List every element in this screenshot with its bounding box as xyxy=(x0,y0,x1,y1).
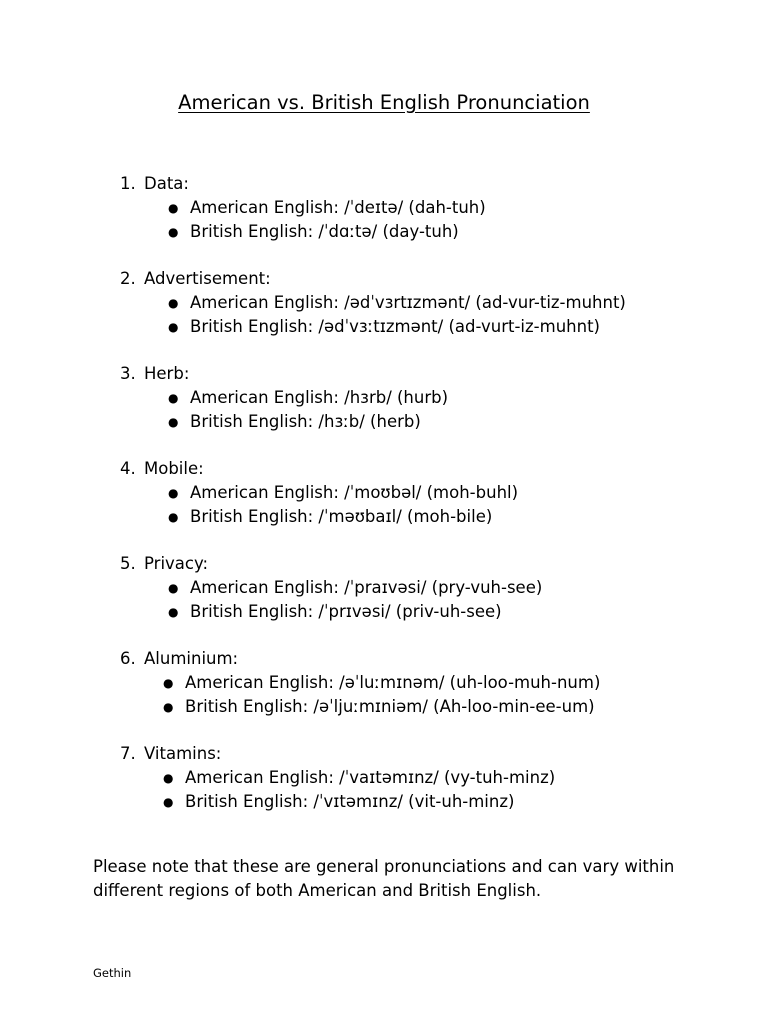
sub-list xyxy=(0,481,768,529)
sub-list xyxy=(0,386,768,434)
british-entry: ● British English: /hɜːb/ (herb) xyxy=(0,410,768,434)
item-number: 4. xyxy=(120,459,136,478)
bullet-icon: ● xyxy=(168,201,179,215)
sub-list xyxy=(0,576,768,624)
list-item xyxy=(0,742,768,837)
bullet-icon: ● xyxy=(168,486,179,500)
list-item xyxy=(0,172,768,267)
bullet-icon: ● xyxy=(163,676,174,690)
british-entry: ● British English: /ˈvɪtəmɪnz/ (vit-uh-minz) xyxy=(0,790,768,814)
item-word: Vitamins: xyxy=(144,744,222,763)
item-word: Advertisement: xyxy=(144,269,271,288)
item-number: 5. xyxy=(120,554,136,573)
american-entry: ● American English: /ˈmoʊbəl/ (moh-buhl) xyxy=(0,481,768,505)
british-entry: ● British English: /ədˈvɜːtɪzmənt/ (ad-vurt-iz-muhnt) xyxy=(0,315,768,339)
list-item xyxy=(0,552,768,647)
document-title: American vs. British English Pronunciation xyxy=(178,91,590,114)
bullet-icon: ● xyxy=(163,771,174,785)
item-heading xyxy=(0,362,768,386)
list-item xyxy=(0,267,768,362)
american-entry: ● American English: /hɜrb/ (hurb) xyxy=(0,386,768,410)
bullet-icon: ● xyxy=(168,296,179,310)
item-number: 2. xyxy=(120,269,136,288)
american-entry: ● American English: /ədˈvɜrtɪzmənt/ (ad-vur-tiz-muhnt) xyxy=(0,291,768,315)
item-word: Aluminium: xyxy=(144,649,239,668)
british-entry: ● British English: /əˈljuːmɪniəm/ (Ah-loo-min-ee-um) xyxy=(0,695,768,719)
item-heading xyxy=(0,742,768,766)
bullet-icon: ● xyxy=(168,320,179,334)
sub-list xyxy=(0,671,768,719)
bullet-icon: ● xyxy=(168,581,179,595)
bullet-icon: ● xyxy=(168,415,179,429)
item-word: Data: xyxy=(144,174,189,193)
item-heading xyxy=(0,552,768,576)
bullet-icon: ● xyxy=(168,605,179,619)
american-entry: ● American English: /əˈluːmɪnəm/ (uh-loo-muh-num) xyxy=(0,671,768,695)
american-entry: ● American English: /ˈpraɪvəsi/ (pry-vuh-see) xyxy=(0,576,768,600)
bullet-icon: ● xyxy=(163,700,174,714)
item-heading xyxy=(0,647,768,671)
british-entry: ● British English: /ˈdɑːtə/ (day-tuh) xyxy=(0,220,768,244)
item-number: 6. xyxy=(120,649,136,668)
british-entry: ● British English: /ˈprɪvəsi/ (priv-uh-see) xyxy=(0,600,768,624)
list-item xyxy=(0,457,768,552)
bullet-icon: ● xyxy=(168,510,179,524)
sub-list xyxy=(0,766,768,814)
item-word: Mobile: xyxy=(144,459,204,478)
sub-list xyxy=(0,291,768,339)
american-entry: ● American English: /ˈdeɪtə/ (dah-tuh) xyxy=(0,196,768,220)
bullet-icon: ● xyxy=(168,225,179,239)
item-number: 3. xyxy=(120,364,136,383)
british-entry: ● British English: /ˈməʊbaɪl/ (moh-bile) xyxy=(0,505,768,529)
sub-list xyxy=(0,196,768,244)
american-entry: ● American English: /ˈvaɪtəmɪnz/ (vy-tuh-minz) xyxy=(0,766,768,790)
item-word: Privacy: xyxy=(144,554,209,573)
item-heading xyxy=(0,172,768,196)
item-heading xyxy=(0,267,768,291)
pronunciation-list xyxy=(0,172,768,837)
list-item xyxy=(0,647,768,742)
bullet-icon: ● xyxy=(168,391,179,405)
item-word: Herb: xyxy=(144,364,190,383)
bullet-icon: ● xyxy=(163,795,174,809)
list-item xyxy=(0,362,768,457)
item-number: 1. xyxy=(120,174,136,193)
author-name: Gethin xyxy=(93,966,132,980)
item-heading xyxy=(0,457,768,481)
closing-note: Please note that these are general pronunciations and can vary within different regions of both American and British English. xyxy=(93,856,675,900)
item-number: 7. xyxy=(120,744,136,763)
